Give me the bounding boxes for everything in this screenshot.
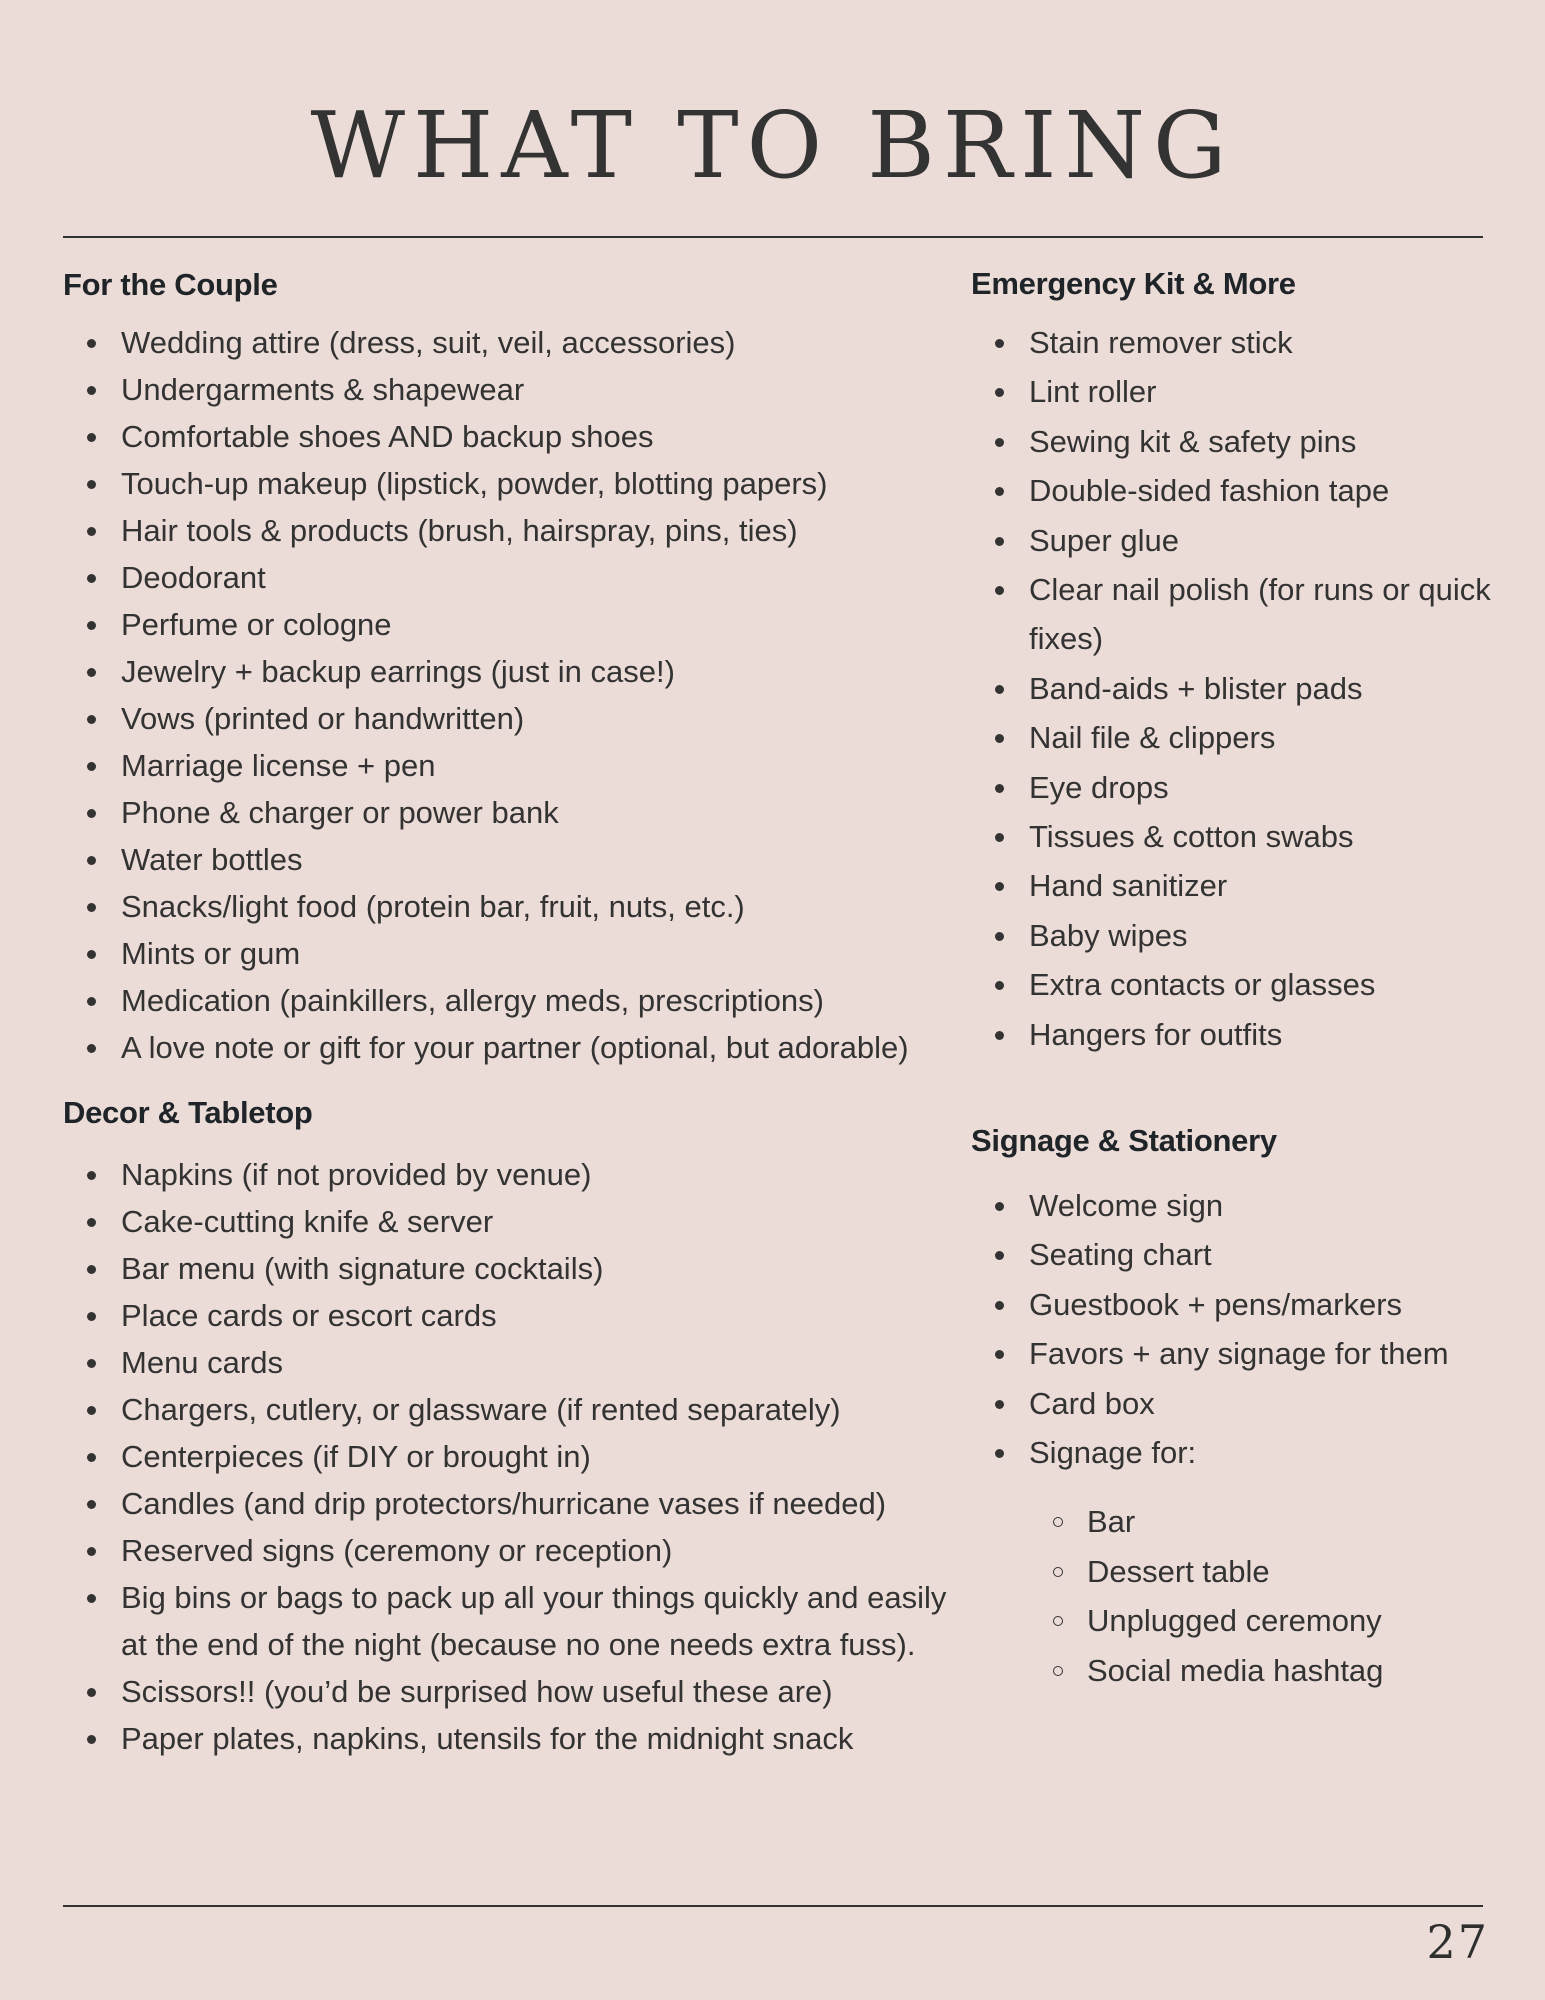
list-item: Baby wipes <box>971 911 1511 960</box>
emergency-list <box>971 318 1511 1059</box>
sub-list-item: Bar <box>971 1497 1511 1546</box>
list-item: Place cards or escort cards <box>63 1292 963 1339</box>
list-item: Band-aids + blister pads <box>971 664 1511 713</box>
list-item: Card box <box>971 1379 1511 1428</box>
list-item: Comfortable shoes AND backup shoes <box>63 413 963 460</box>
section-emergency-kit <box>971 264 1511 1059</box>
list-item: Phone & charger or power bank <box>63 789 963 836</box>
signage-list <box>971 1181 1511 1477</box>
list-item: Wedding attire (dress, suit, veil, accessories) <box>63 319 963 366</box>
list-item: Big bins or bags to pack up all your things quickly and easily at the end of the night (because no one needs extra fuss). <box>63 1574 963 1668</box>
list-item: Mints or gum <box>63 930 963 977</box>
section-heading: Decor & Tabletop <box>63 1095 313 1130</box>
list-item: A love note or gift for your partner (optional, but adorable) <box>63 1024 963 1071</box>
list-item: Eye drops <box>971 763 1511 812</box>
list-item: Marriage license + pen <box>63 742 963 789</box>
list-item: Vows (printed or handwritten) <box>63 695 963 742</box>
list-item: Hangers for outfits <box>971 1010 1511 1059</box>
list-item: Medication (painkillers, allergy meds, prescriptions) <box>63 977 963 1024</box>
signage-sublist <box>971 1497 1511 1695</box>
decor-list <box>63 1151 963 1762</box>
list-item: Chargers, cutlery, or glassware (if rented separately) <box>63 1386 963 1433</box>
list-item: Cake-cutting knife & server <box>63 1198 963 1245</box>
list-item: Seating chart <box>971 1230 1511 1279</box>
section-decor-tabletop <box>63 1093 963 1762</box>
list-item: Hand sanitizer <box>971 861 1511 910</box>
sub-list-item: Social media hashtag <box>971 1646 1511 1695</box>
section-heading: For the Couple <box>63 267 278 302</box>
list-item: Deodorant <box>63 554 963 601</box>
list-item: Clear nail polish (for runs or quick fixes) <box>971 565 1511 664</box>
list-item: Scissors!! (you’d be surprised how useful these are) <box>63 1668 963 1715</box>
sub-list-item: Dessert table <box>971 1547 1511 1596</box>
sub-list-item: Unplugged ceremony <box>971 1596 1511 1645</box>
list-item: Undergarments & shapewear <box>63 366 963 413</box>
list-item: Stain remover stick <box>971 318 1511 367</box>
couple-list <box>63 319 963 1071</box>
list-item: Lint roller <box>971 367 1511 416</box>
section-heading: Emergency Kit & More <box>971 266 1296 301</box>
list-item: Reserved signs (ceremony or reception) <box>63 1527 963 1574</box>
list-item: Favors + any signage for them <box>971 1329 1511 1378</box>
list-item: Centerpieces (if DIY or brought in) <box>63 1433 963 1480</box>
section-signage-stationery <box>971 1121 1511 1695</box>
list-item: Touch-up makeup (lipstick, powder, blotting papers) <box>63 460 963 507</box>
page-title: WHAT TO BRING <box>310 92 1235 199</box>
section-for-the-couple <box>63 265 963 1071</box>
list-item: Sewing kit & safety pins <box>971 417 1511 466</box>
list-item: Jewelry + backup earrings (just in case!) <box>63 648 963 695</box>
list-item: Napkins (if not provided by venue) <box>63 1151 963 1198</box>
list-item: Super glue <box>971 516 1511 565</box>
list-item: Perfume or cologne <box>63 601 963 648</box>
list-item: Bar menu (with signature cocktails) <box>63 1245 963 1292</box>
section-heading: Signage & Stationery <box>971 1123 1277 1158</box>
page-number: 27 <box>1426 1915 1489 1969</box>
bottom-divider <box>63 1905 1483 1907</box>
list-item: Water bottles <box>63 836 963 883</box>
list-item: Welcome sign <box>971 1181 1511 1230</box>
list-item: Hair tools & products (brush, hairspray, pins, ties) <box>63 507 963 554</box>
list-item: Signage for: <box>971 1428 1511 1477</box>
list-item: Tissues & cotton swabs <box>971 812 1511 861</box>
list-item: Candles (and drip protectors/hurricane vases if needed) <box>63 1480 963 1527</box>
list-item: Paper plates, napkins, utensils for the midnight snack <box>63 1715 963 1762</box>
list-item: Snacks/light food (protein bar, fruit, nuts, etc.) <box>63 883 963 930</box>
list-item: Guestbook + pens/markers <box>971 1280 1511 1329</box>
list-item: Double-sided fashion tape <box>971 466 1511 515</box>
top-divider <box>63 236 1483 238</box>
list-item: Nail file & clippers <box>971 713 1511 762</box>
list-item: Extra contacts or glasses <box>971 960 1511 1009</box>
list-item: Menu cards <box>63 1339 963 1386</box>
